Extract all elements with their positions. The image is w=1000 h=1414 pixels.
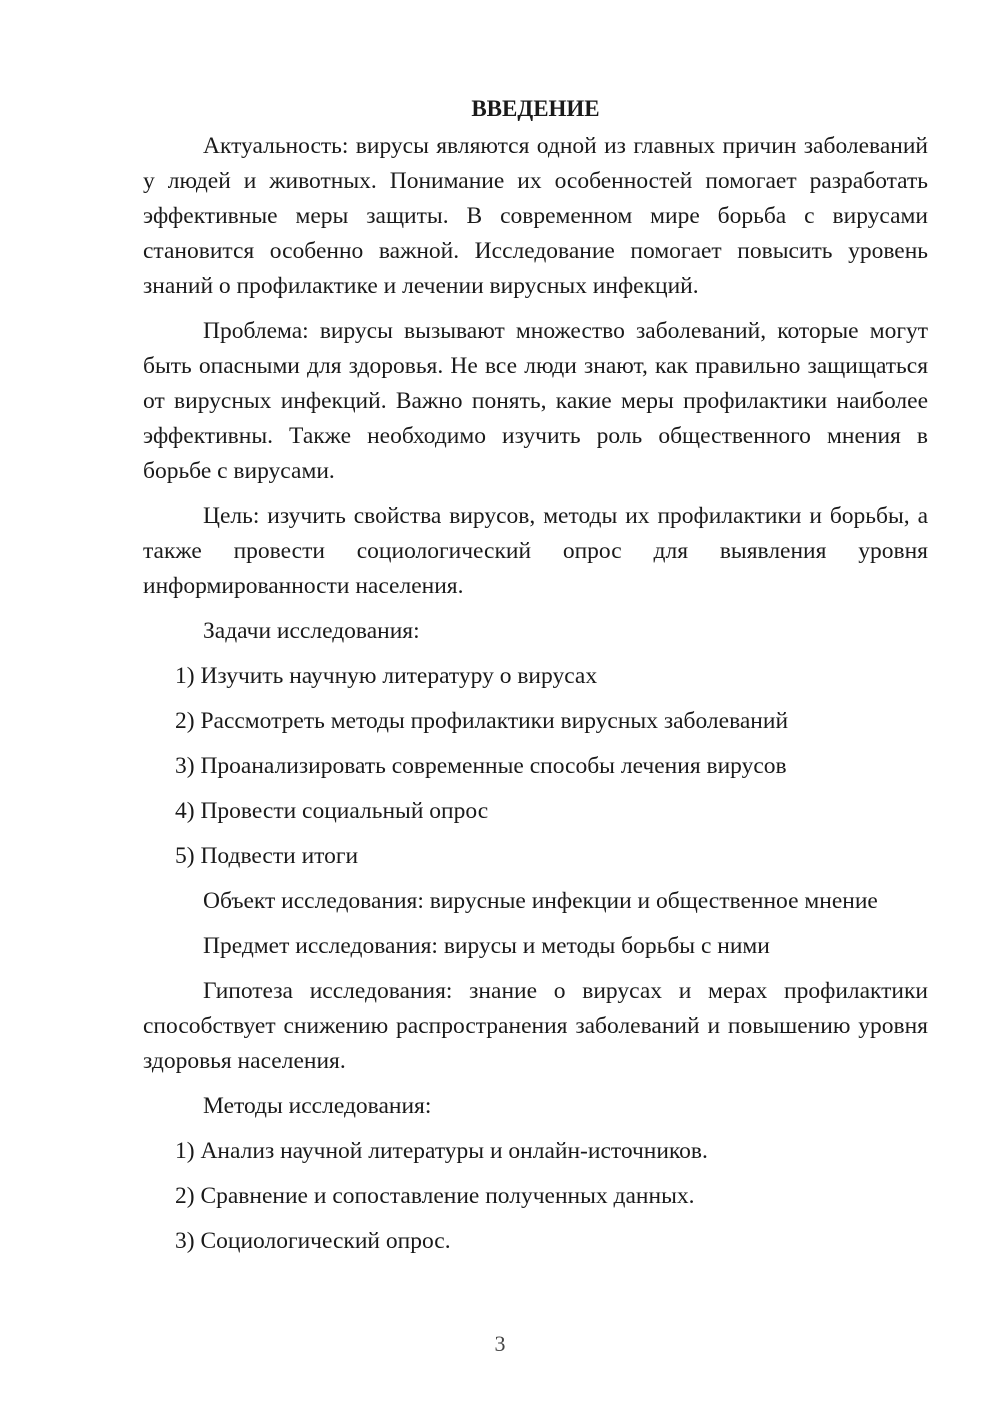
- task-item: 3) Проанализировать современные способы лечения вирусов: [175, 752, 787, 779]
- method-item: 3) Социологический опрос.: [175, 1227, 451, 1254]
- page-number: 3: [494, 1331, 506, 1356]
- relevance-paragraph: Актуальность: вирусы являются одной из главных причин заболеваний у людей и животных. Понимание их особенностей помогает разработать эффективные меры защиты. В современном мире борьба с вирусами становится особенно важной. Исследование помогает повысить уровень знаний о профилактике и лечении вирусных инфекций.: [143, 132, 928, 299]
- goal-paragraph: Цель: изучить свойства вирусов, методы их профилактики и борьбы, а также провести социологический опрос для выявления уровня информированности населения.: [143, 502, 928, 599]
- document-page: [143, 92, 928, 1269]
- method-item: 1) Анализ научной литературы и онлайн-источников.: [175, 1137, 708, 1164]
- research-object: Объект исследования: вирусные инфекции и общественное мнение: [203, 887, 878, 914]
- page-title: ВВЕДЕНИЕ: [471, 96, 600, 121]
- task-item: 4) Провести социальный опрос: [175, 797, 489, 824]
- research-subject: Предмет исследования: вирусы и методы борьбы с ними: [203, 932, 770, 959]
- methods-heading: Методы исследования:: [203, 1092, 432, 1119]
- hypothesis-paragraph: Гипотеза исследования: знание о вирусах и мерах профилактики способствует снижению распространения заболеваний и повышению уровня здоровья населения.: [143, 977, 928, 1074]
- task-item: 2) Рассмотреть методы профилактики вирусных заболеваний: [175, 707, 789, 734]
- task-item: 5) Подвести итоги: [175, 842, 359, 869]
- method-item: 2) Сравнение и сопоставление полученных данных.: [175, 1182, 695, 1209]
- tasks-heading: Задачи исследования:: [203, 617, 420, 644]
- task-item: 1) Изучить научную литературу о вирусах: [175, 662, 598, 689]
- problem-paragraph: Проблема: вирусы вызывают множество заболеваний, которые могут быть опасными для здоровья. Не все люди знают, как правильно защищаться от вирусных инфекций. Важно понять, какие меры профилактики наиболее эффективны. Также необходимо изучить роль общественного мнения в борьбе с вирусами.: [143, 317, 928, 484]
